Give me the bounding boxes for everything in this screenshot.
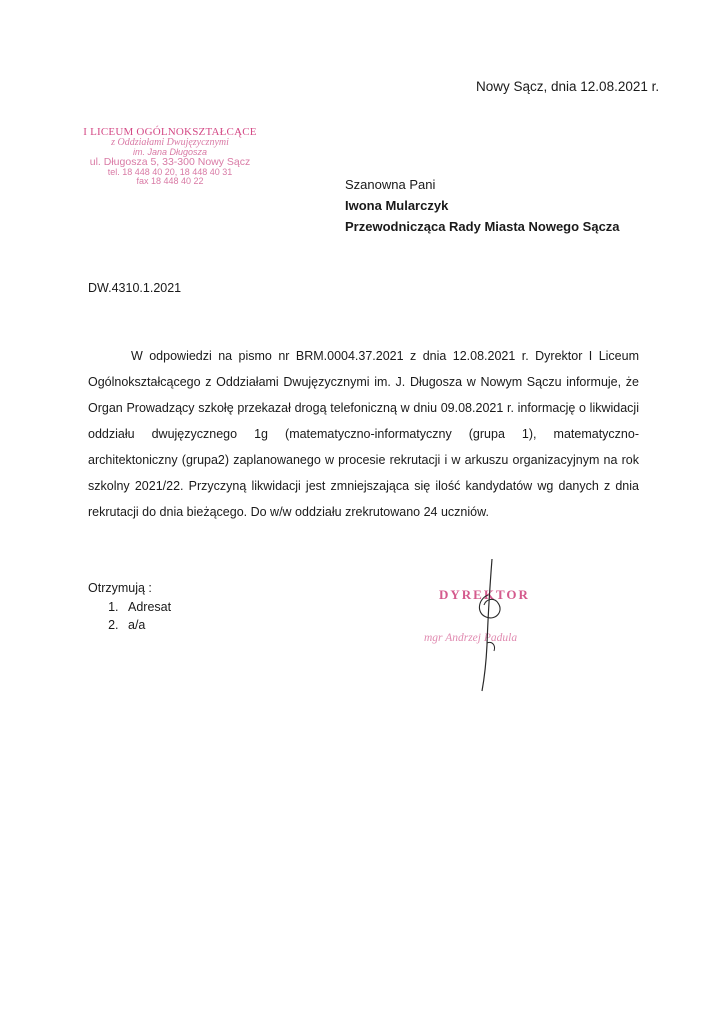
stamp-line-fax: fax 18 448 40 22 <box>136 175 204 186</box>
addressee-salutation: Szanowna Pani <box>345 177 436 192</box>
stamp-line-address: ul. Długosza 5, 33-300 Nowy Sącz <box>89 156 251 168</box>
body-paragraph: W odpowiedzi na pismo nr BRM.0004.37.2021 z dnia 12.08.2021 r. Dyrektor I Liceum Ogólnokształcącego z Oddziałami Dwujęzycznymi im. J. Długosza w Nowym Sączu informuje, że Organ Prowadzący szkołę przekazał drogą telefoniczną w dniu 09.08.2021 r. informację o likwidacji oddziału dwujęzycznego 1g (matematyczno-informatyczny (grupa 1), matematyczno-architektoniczny (grupa2) zaplanowanego w procesie rekrutacji i w arkuszu organizacyjnym na rok szkolny 2021/22. Przyczyną likwidacji jest zmniejszająca się ilość kandydatów wg danych z dnia rekrutacji do dnia bieżącego. Do w/w oddziału zrekrutowano 24 uczniów. <box>88 349 639 519</box>
stamp-line-phone: tel. 18 448 40 20, 18 448 40 31 <box>107 166 233 177</box>
stamp-line-school: I LICEUM OGÓLNOKSZTAŁCĄCE <box>83 126 257 138</box>
recipients-block <box>88 579 171 634</box>
recipient-item: 1. Adresat <box>122 598 171 616</box>
recipient-item: 2. a/a <box>122 616 171 634</box>
school-stamp <box>80 127 260 186</box>
addressee-role: Przewodnicząca Rady Miasta Nowego Sącza <box>345 219 620 234</box>
handwritten-signature-icon <box>440 555 550 695</box>
stamp-line-departments: z Oddziałami Dwujęzycznymi <box>111 137 229 148</box>
recipients-list <box>88 598 171 634</box>
signature-title: DYREKTOR <box>439 587 530 602</box>
letter-date: Nowy Sącz, dnia 12.08.2021 r. <box>476 79 660 94</box>
stamp-line-patron: im. Jana Długosza <box>132 147 208 157</box>
addressee-block <box>345 174 620 237</box>
recipients-label: Otrzymują : <box>88 581 152 595</box>
reference-number: DW.4310.1.2021 <box>88 281 182 295</box>
signature-name: mgr Andrzej Padula <box>424 632 518 644</box>
letter-body <box>88 343 639 525</box>
addressee-name: Iwona Mularczyk <box>345 198 449 213</box>
